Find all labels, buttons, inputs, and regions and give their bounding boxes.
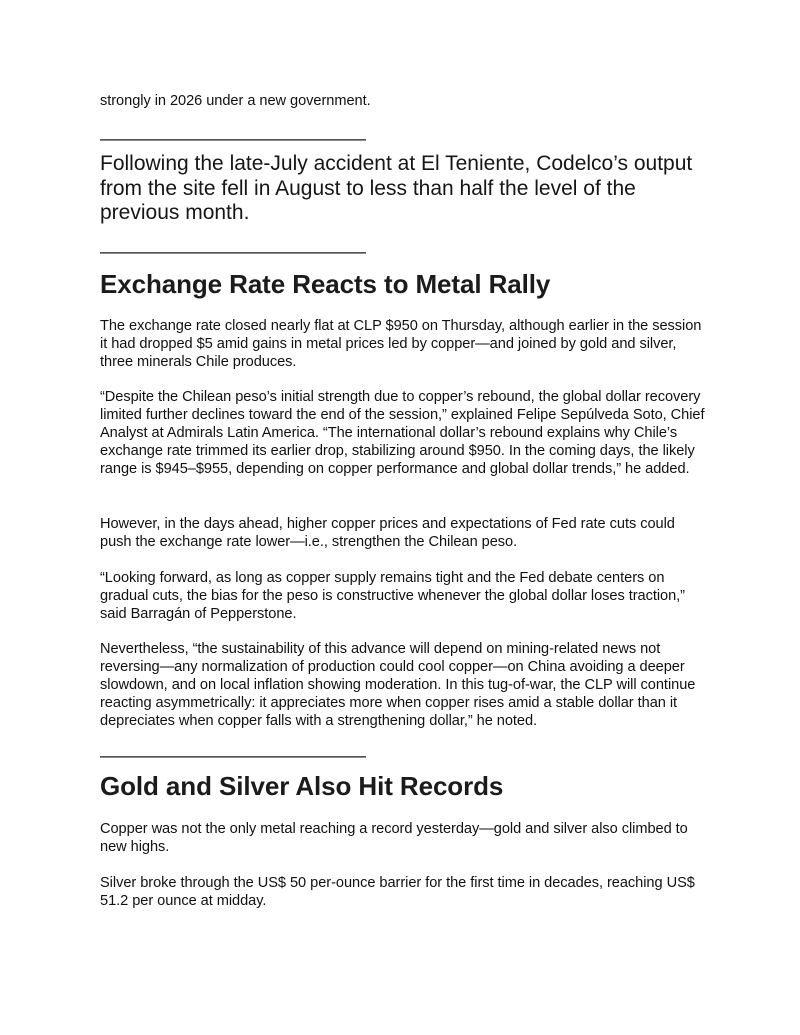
dash-separator: —————————————— [100, 242, 366, 263]
gold-paragraph-1: Copper was not the only metal reaching a record yesterday—gold and silver also climbed to new highs. [100, 821, 688, 855]
dash-separator: —————————————— [100, 129, 366, 150]
gold-heading-block [100, 770, 710, 802]
exchange-paragraph-2-block [100, 388, 710, 478]
pull-quote: Following the late-July accident at El Teniente, Codelco’s output from the site fell in August to less than half the level of the previous month. [100, 152, 693, 224]
pull-quote-block [100, 152, 710, 226]
exchange-paragraph-3: However, in the days ahead, higher copper prices and expectations of Fed rate cuts could push the exchange rate lower—i.e., strengthen the Chilean peso. [100, 516, 675, 550]
separator-3 [100, 747, 710, 767]
exchange-paragraph-1-block [100, 317, 710, 371]
exchange-paragraph-5-block [100, 640, 710, 730]
exchange-paragraph-3-block [100, 515, 710, 551]
exchange-paragraph-4-block [100, 569, 710, 623]
section-heading: Gold and Silver Also Hit Records [100, 771, 504, 801]
intro-continuation-block [100, 92, 710, 110]
exchange-paragraph-4: “Looking forward, as long as copper supply remains tight and the Fed debate centers on gradual cuts, the bias for the peso is constructive whenever the global dollar loses traction,” said Barragán of Pepperstone. [100, 570, 685, 622]
gold-paragraph-2-block [100, 874, 710, 910]
gold-paragraph-1-block [100, 820, 710, 856]
exchange-paragraph-2: “Despite the Chilean peso’s initial strength due to copper’s rebound, the global dollar recovery limited further declines toward the end of the session,” explained Felipe Sepúlveda Soto, Chief Analyst at Admirals Latin America. “The international dollar’s rebound explains why Chile’s exchange rate trimmed its earlier drop, stabilizing around $950. In the coming days, the likely range is $945–$955, depending on copper performance and global dollar trends,” he added. [100, 389, 705, 477]
exchange-paragraph-5: Nevertheless, “the sustainability of this advance will depend on mining-related news not reversing—any normalization of production could cool copper—on China avoiding a deeper slowdown, and on local inflation showing moderation. In this tug-of-war, the CLP will continue reacting asymmetrically: it appreciates more when copper rises amid a stable dollar than it depreciates when copper falls with a strengthening dollar,” he noted. [100, 641, 696, 729]
exchange-paragraph-1: The exchange rate closed nearly flat at CLP $950 on Thursday, although earlier in the session it had dropped $5 amid gains in metal prices led by copper—and joined by gold and silver, three minerals Chile produces. [100, 318, 702, 370]
exchange-heading-block [100, 268, 710, 300]
intro-continuation-text: strongly in 2026 under a new government. [100, 93, 371, 109]
section-heading: Exchange Rate Reacts to Metal Rally [100, 269, 551, 299]
gold-paragraph-2: Silver broke through the US$ 50 per-ounce barrier for the first time in decades, reaching US$ 51.2 per ounce at midday. [100, 875, 695, 909]
separator-2 [100, 243, 710, 263]
dash-separator: —————————————— [100, 746, 366, 767]
separator-1 [100, 130, 710, 150]
